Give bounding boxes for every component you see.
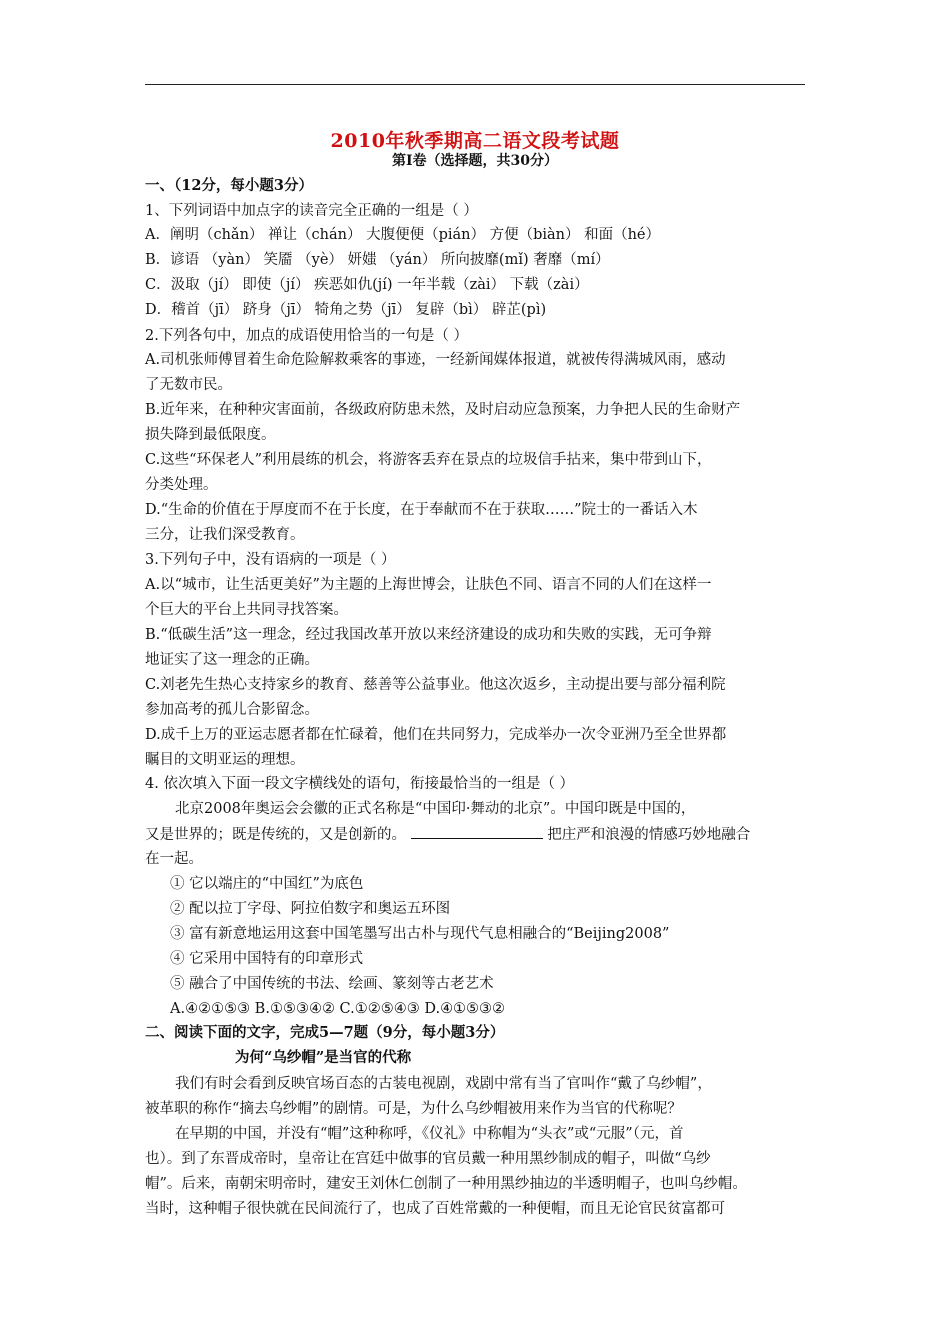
- q2-stem: 2.下列各句中，加点的成语使用恰当的一句是（ ）: [145, 328, 468, 344]
- article-title: 为何“乌纱帽”是当官的代称: [235, 1049, 412, 1066]
- q1-option-d: D．稽首（jī） 跻身（jī） 犄角之势（jī） 复辟（bì） 辟芷(pì): [145, 302, 547, 318]
- q2-option-d-line1: D.“生命的价值在于厚度而不在于长度，在于奉献而不在于获取……”院士的一番话入木: [145, 502, 698, 518]
- article-line-2: 被革职的称作“摘去乌纱帽”的剧情。可是，为什么乌纱帽被用来作为当官的代称呢？: [145, 1101, 682, 1117]
- q3-option-d-line1: D.成千上万的亚运志愿者都在忙碌着，他们在共同努力，完成举办一次令亚洲乃至全世界都: [145, 727, 727, 743]
- q3-option-d-line2: 瞩目的文明亚运的理想。: [145, 752, 305, 768]
- q2-option-a-line1: A.司机张师傅冒着生命危险解救乘客的事迹，一经新闻媒体报道，就被传得满城风雨，感动: [145, 352, 726, 368]
- q1-option-b: B．谚语 （yàn） 笑靥 （yè） 妍媸 （yán） 所向披靡(mǐ) 奢靡（mí）: [145, 252, 610, 268]
- q1-option-c: C．汲取（jí） 即使（jí） 疾恶如仇(jí) 一年半载（zài） 下载（zài）: [145, 277, 589, 293]
- article-line-6: 当时，这种帽子很快就在民间流行了，也成了百姓常戴的一种便帽，而且无论官民贫富都可: [145, 1201, 725, 1217]
- section2-heading: 二、阅读下面的文字，完成5—7题（9分，每小题3分）: [145, 1024, 505, 1041]
- q2-option-a-line2: 了无数市民。: [145, 377, 232, 393]
- q4-passage-line2-text: 又是世界的；既是传统的，又是创新的。: [145, 827, 406, 843]
- q4-passage-line2-tail: 把庄严和浪漫的情感巧妙地融合: [547, 827, 751, 843]
- q4-sentence-3: ③ 富有新意地运用这套中国笔墨写出古朴与现代气息相融合的“Beijing2008”: [170, 926, 670, 942]
- q2-option-b-line1: B.近年来，在种种灾害面前，各级政府防患未然，及时启动应急预案，力争把人民的生命财产: [145, 402, 741, 418]
- q3-option-c-line2: 参加高考的孤儿合影留念。: [145, 702, 319, 718]
- q3-option-b-line2: 地证实了这一理念的正确。: [145, 652, 319, 668]
- article-line-1: 我们有时会看到反映官场百态的古装电视剧，戏剧中常有当了官叫作“戴了乌纱帽”，: [175, 1076, 712, 1092]
- article-line-5: 帽”。后来，南朝宋明帝时，建安王刘休仁创制了一种用黑纱抽边的半透明帽子，也叫乌纱帽。: [145, 1176, 747, 1192]
- article-line-3: 在早期的中国，并没有“帽”这种称呼，《仪礼》中称帽为“头衣”或“元服”（元，首: [175, 1126, 684, 1142]
- q1-option-a: A．阐明（chǎn） 禅让（chán） 大腹便便（pián） 方便（biàn） 和面（hé）: [145, 227, 661, 243]
- q1-stem: 1、下列词语中加点字的读音完全正确的一组是（ ）: [145, 203, 478, 219]
- q3-option-a-line1: A.以“城市，让生活更美好”为主题的上海世博会，让肤色不同、语言不同的人们在这样一: [145, 577, 712, 593]
- q4-sentence-4: ④ 它采用中国特有的印章形式: [170, 951, 364, 967]
- section1-heading: 一、（12分，每小题3分）: [145, 177, 314, 194]
- top-rule: [145, 84, 805, 85]
- q4-stem: 4. 依次填入下面一段文字横线处的语句，衔接最恰当的一组是（ ）: [145, 776, 575, 792]
- q3-option-b-line1: B.“低碳生活”这一理念，经过我国改革开放以来经济建设的成功和失败的实践，无可争辩: [145, 627, 712, 643]
- q2-option-c-line2: 分类处理。: [145, 477, 218, 493]
- q3-option-c-line1: C.刘老先生热心支持家乡的教育、慈善等公益事业。他这次返乡，主动提出要与部分福利院: [145, 677, 726, 693]
- q3-option-a-line2: 个巨大的平台上共同寻找答案。: [145, 602, 348, 618]
- document-title: 2010年秋季期高二语文段考试题: [330, 130, 620, 152]
- q4-sentence-5: ⑤ 融合了中国传统的书法、绘画、篆刻等古老艺术: [170, 976, 494, 992]
- q2-option-c-line1: C.这些“环保老人”利用晨练的机会，将游客丢弃在景点的垃圾信手拈来，集中带到山下，: [145, 452, 712, 468]
- q4-passage-line2: [145, 824, 750, 845]
- q4-sentence-2: ② 配以拉丁字母、阿拉伯数字和奥运五环图: [170, 901, 451, 917]
- q4-passage-line1: 北京2008年奥运会会徽的正式名称是“中国印·舞动的北京”。中国印既是中国的，: [175, 801, 696, 817]
- q4-passage-line3: 在一起。: [145, 851, 203, 867]
- q2-option-d-line2: 三分，让我们深受教育。: [145, 527, 305, 543]
- fill-in-blank: [411, 824, 543, 839]
- q4-sentence-1: ① 它以端庄的“中国红”为底色: [170, 876, 364, 892]
- article-line-4: 也）。到了东晋成帝时，皇帝让在宫廷中做事的官员戴一种用黑纱制成的帽子，叫做“乌纱: [145, 1151, 711, 1167]
- q2-option-b-line2: 损失降到最低限度。: [145, 427, 276, 443]
- q4-choices: A.④②①⑤③ B.①⑤③④② C.①②⑤④③ D.④①⑤③②: [170, 1001, 506, 1017]
- q3-stem: 3.下列句子中，没有语病的一项是（ ）: [145, 552, 396, 568]
- document-subtitle: 第Ⅰ卷（选择题，共30分）: [391, 153, 559, 169]
